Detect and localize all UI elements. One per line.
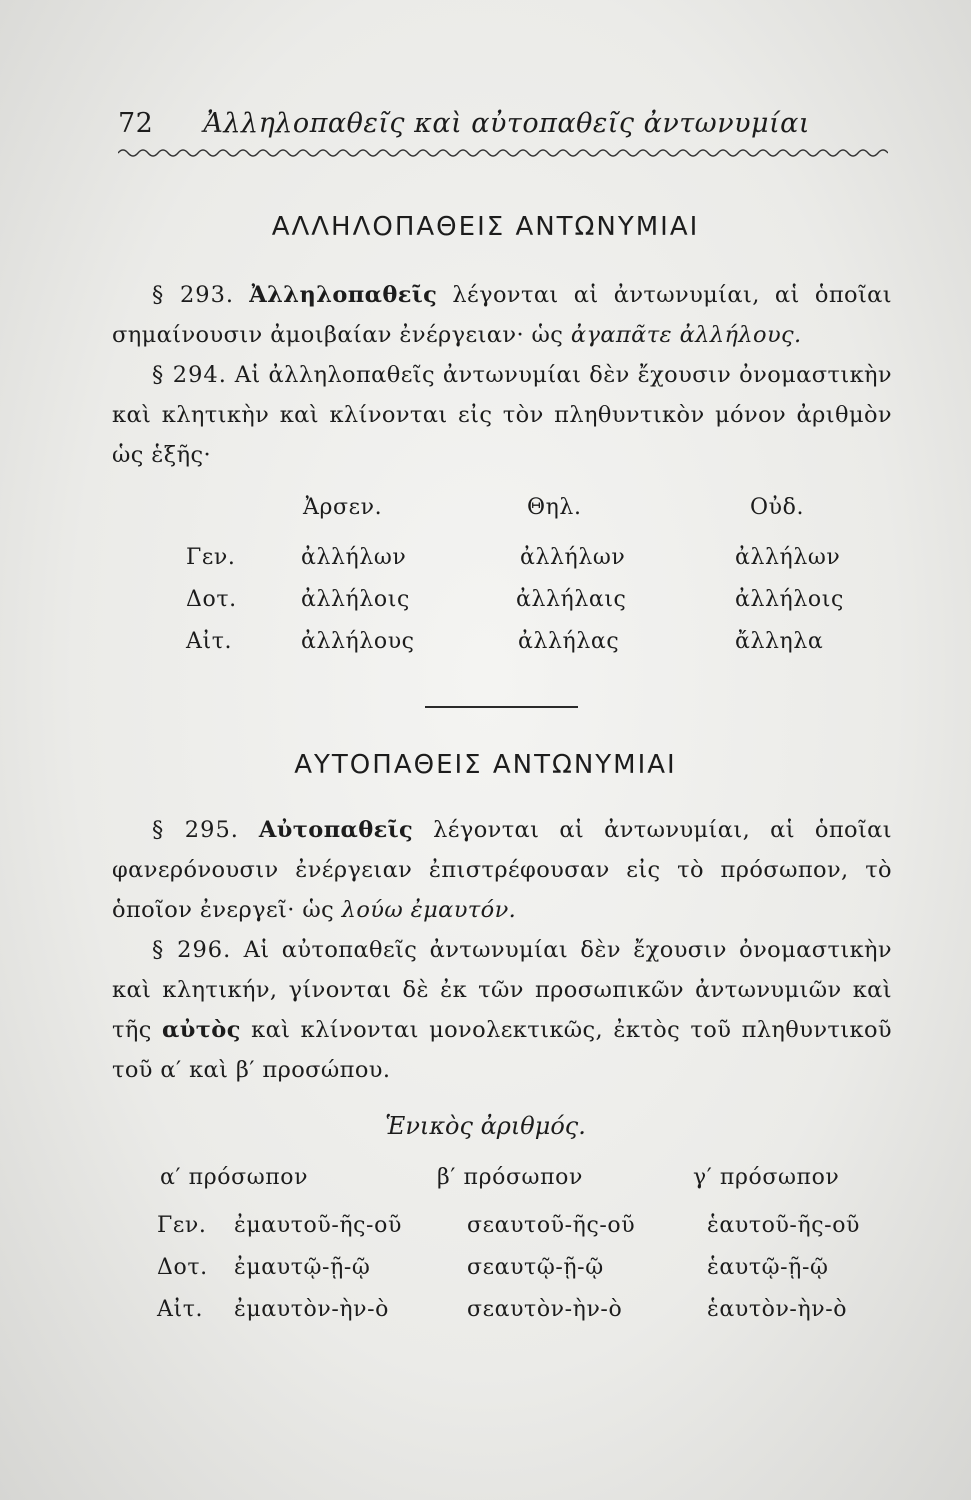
example-italic: ἀγαπᾶτε ἀλλήλους.: [570, 322, 802, 348]
table-cell: ἐμαυτῷ-ῇ-ῷ: [234, 1255, 371, 1280]
paragraph-295: [112, 810, 892, 930]
paragraph-294: [112, 355, 892, 475]
table-cell: ἀλλήλους: [301, 629, 415, 654]
table-cell: ἀλλήλοις: [735, 587, 844, 612]
table-cell: ἄλληλα: [735, 629, 824, 654]
paragraph-text: καὶ κλίνονται μονολεκτικῶς, ἐκτὸς τοῦ πληθυντικοῦ τοῦ α′ καὶ β′ προσώπου.: [112, 1017, 892, 1083]
case-label: Δοτ.: [186, 587, 237, 612]
page-number: 72: [118, 108, 154, 139]
paragraph-text: Αἱ ἀλληλοπαθεῖς ἀντωνυμίαι δὲν ἔχουσιν ὀνομαστικὴν καὶ κλητικὴν καὶ κλίνονται εἰς τὸν πληθυντικὸν μόνον ἀριθμὸν ὡς ἑξῆς·: [112, 362, 893, 468]
case-label: Δοτ.: [157, 1255, 208, 1280]
paragraph-text: Αἱ αὐτοπαθεῖς ἀντωνυμίαι δὲν ἔχουσιν ὀνομαστικὴν καὶ κλητικήν, γίνονται δὲ ἐκ τῶν προσωπικῶν ἀντωνυμιῶν καὶ τῆς: [112, 937, 892, 1043]
column-header: β′ πρόσωπον: [437, 1165, 583, 1190]
running-header: [118, 108, 810, 139]
term-bold: αὐτὸς: [162, 1017, 241, 1043]
table-cell: ἀλλήλοις: [301, 587, 410, 612]
section-divider: [425, 706, 578, 708]
paragraph-text: λέγονται αἱ ἀντωνυμίαι, αἱ ὁποῖαι φανερόνουσιν ἐνέργειαν ἐπιστρέφουσαν εἰς τὸ πρόσωπον, τὸ ὁποῖον ἐνεργεῖ· ὡς: [112, 817, 892, 923]
table-cell: σεαυτοῦ-ῆς-οῦ: [467, 1213, 636, 1238]
table-cell: ἑαυτῷ-ῇ-ῷ: [707, 1255, 829, 1280]
term-bold: Ἀλληλοπαθεῖς: [249, 282, 438, 308]
paragraph-label: § 293.: [152, 282, 235, 308]
section-title-aftopatheis: ΑΥΤΟΠΑΘΕΙΣ ΑΝΤΩΝΥΜΙΑΙ: [294, 750, 677, 780]
table-cell: ἀλλήλων: [735, 545, 841, 570]
paragraph-293: [112, 275, 892, 355]
column-header: γ′ πρόσωπον: [693, 1165, 840, 1190]
table-cell: ἀλλήλαις: [516, 587, 627, 612]
case-label: Γεν.: [186, 545, 236, 570]
case-label: Αἰτ.: [186, 629, 233, 654]
paragraph-label: § 294.: [152, 362, 227, 388]
table-cell: ἐμαυτοῦ-ῆς-οῦ: [234, 1213, 402, 1238]
paragraph-text: λέγονται αἱ ἀντωνυμίαι, αἱ ὁποῖαι σημαίνουσιν ἀμοιβαίαν ἐνέργειαν· ὡς: [112, 282, 892, 348]
example-italic: λούω ἐμαυτόν.: [341, 897, 517, 923]
column-header: α′ πρόσωπον: [160, 1165, 309, 1190]
section-title-allilopatheis: ΑΛΛΗΛΟΠΑΘΕΙΣ ΑΝΤΩΝΥΜΙΑΙ: [271, 212, 700, 242]
table-cell: ἀλλήλων: [520, 545, 626, 570]
term-bold: Αὐτοπαθεῖς: [258, 817, 414, 843]
case-label: Αἰτ.: [157, 1297, 204, 1322]
paragraph-296: [112, 930, 892, 1090]
paragraph-label: § 295.: [152, 817, 239, 843]
case-label: Γεν.: [157, 1213, 207, 1238]
column-header: Ἀρσεν.: [303, 495, 383, 520]
column-header: Θηλ.: [527, 495, 582, 520]
table-cell: ἀλλήλας: [518, 629, 620, 654]
paragraph-label: § 296.: [152, 937, 232, 963]
table-cell: ἑαυτὸν-ὴν-ὸ: [707, 1297, 848, 1322]
header-wavy-rule: [118, 146, 888, 160]
table-cell: ἐμαυτὸν-ὴν-ὸ: [234, 1297, 389, 1322]
table-cell: σεαυτῷ-ῇ-ῷ: [467, 1255, 604, 1280]
table-cell: ἑαυτοῦ-ῆς-οῦ: [707, 1213, 861, 1238]
running-title: Ἀλληλοπαθεῖς καὶ αὐτοπαθεῖς ἀντωνυμίαι: [203, 108, 810, 139]
subheading-singular: Ἑνικὸς ἀριθμός.: [385, 1112, 586, 1140]
table-cell: ἀλλήλων: [301, 545, 407, 570]
table-cell: σεαυτὸν-ὴν-ὸ: [467, 1297, 623, 1322]
column-header: Οὐδ.: [750, 495, 805, 520]
